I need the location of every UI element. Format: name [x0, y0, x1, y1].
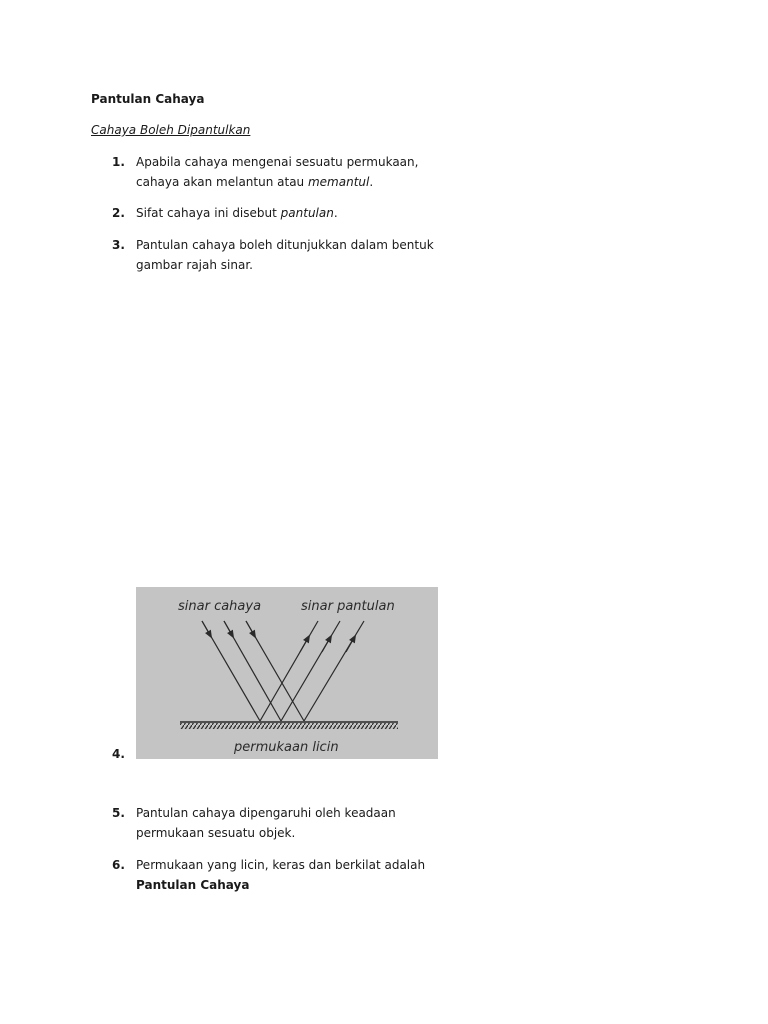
- list-number-3: 3.: [112, 238, 125, 252]
- reflected-arrow-1: [300, 638, 308, 652]
- incident-arrow-1: [202, 621, 210, 635]
- section-subheading: Cahaya Boleh Dipantulkan: [91, 123, 251, 137]
- list-number-6: 6.: [112, 858, 125, 872]
- list-item-3-line-1: Pantulan cahaya boleh ditunjukkan dalam bentuk: [136, 238, 434, 252]
- reflected-ray-3: [304, 621, 364, 721]
- label-incident-ray: sinar cahaya: [178, 599, 262, 614]
- list-number-5: 5.: [112, 806, 125, 820]
- list-item-1-emphasis: memantul: [307, 175, 370, 189]
- list-item-3-line-2: gambar rajah sinar.: [136, 258, 253, 272]
- list-item-5-line-1: Pantulan cahaya dipengaruhi oleh keadaan: [136, 806, 396, 820]
- list-item-6-line-1: Permukaan yang licin, keras dan berkilat adalah: [136, 858, 426, 872]
- list-item-1-line-1: Apabila cahaya mengenai sesuatu permukaan,: [136, 155, 419, 169]
- list-item-5-line-2: permukaan sesuatu objek.: [136, 826, 296, 840]
- list-item-1-text: cahaya akan melantun atau: [136, 175, 308, 189]
- incident-ray-2: [224, 621, 281, 721]
- label-smooth-surface: permukaan licin: [234, 740, 339, 755]
- ray-diagram-svg: [136, 587, 438, 759]
- incident-arrow-2: [224, 621, 232, 635]
- list-item-1-line-2: [136, 172, 373, 192]
- incident-ray-1: [202, 621, 260, 721]
- reflected-ray-1: [260, 621, 318, 721]
- list-item-2-text: Sifat cahaya ini disebut: [136, 206, 281, 220]
- incident-arrow-3: [246, 621, 254, 635]
- list-item-1-period: .: [369, 175, 374, 189]
- incident-ray-3: [246, 621, 304, 721]
- page-title: Pantulan Cahaya: [91, 92, 205, 106]
- list-number-4: 4.: [112, 747, 125, 761]
- reflected-arrow-3: [346, 638, 354, 652]
- reflected-ray-2: [281, 621, 340, 721]
- surface-hatching: [180, 723, 398, 729]
- list-number-1: 1.: [112, 155, 125, 169]
- reflection-ray-diagram: [136, 587, 438, 759]
- list-item-6-line-2: Pantulan Cahaya: [136, 878, 250, 892]
- list-number-2: 2.: [112, 206, 125, 220]
- reflected-arrow-2: [322, 638, 330, 652]
- list-item-2-emphasis: pantulan: [280, 206, 334, 220]
- label-reflected-ray: sinar pantulan: [301, 599, 395, 614]
- list-item-2-line-1: [136, 203, 338, 223]
- list-item-2-period: .: [333, 206, 338, 220]
